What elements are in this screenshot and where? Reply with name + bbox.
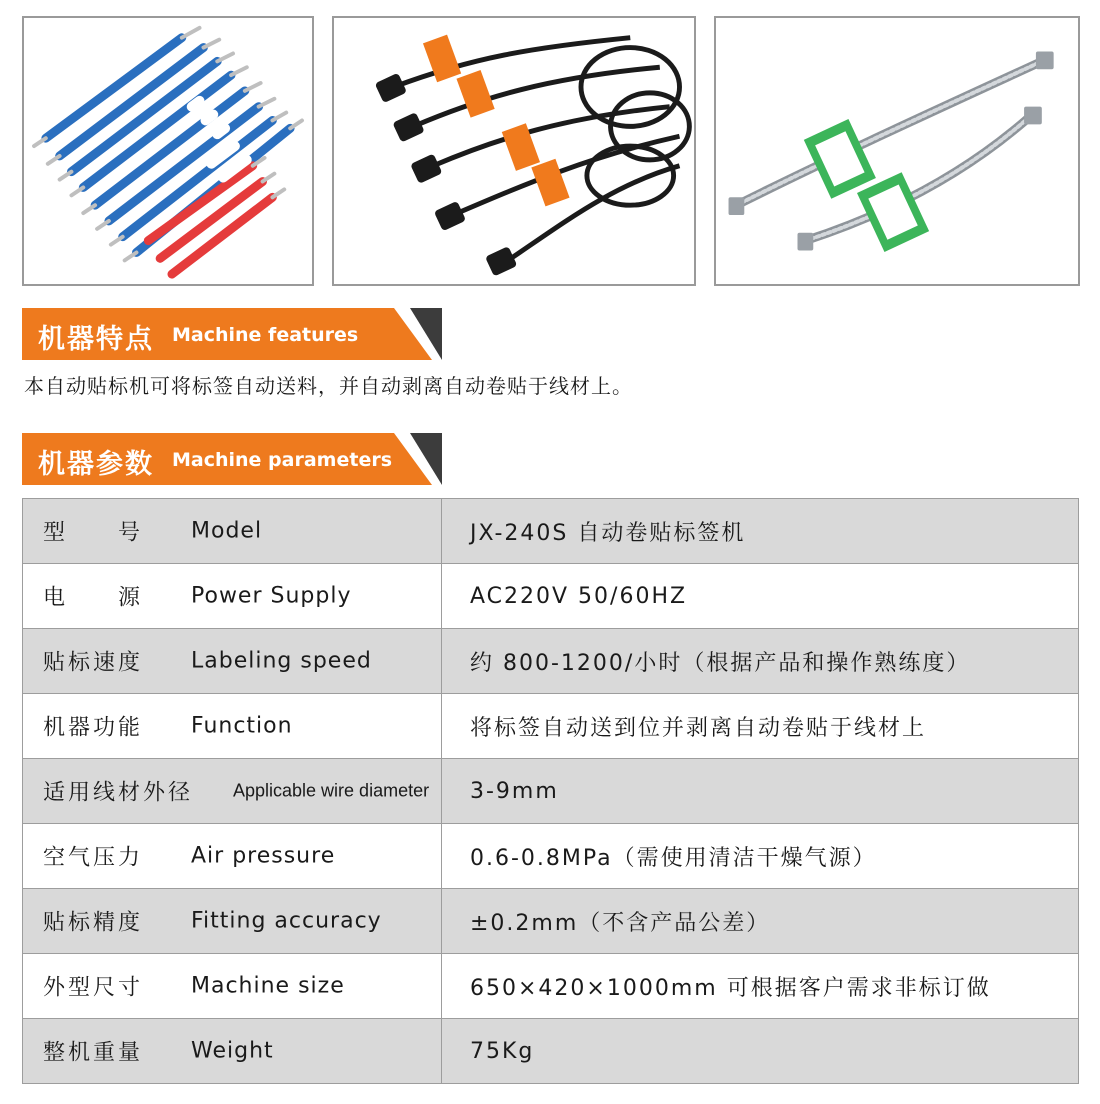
label-cn: 空气压力: [43, 845, 144, 871]
product-photo-tubes: [22, 16, 314, 286]
parameters-title-cn: 机器参数: [38, 449, 154, 480]
row-label: [23, 1019, 442, 1084]
label-en: Model: [191, 518, 263, 544]
table-row: [23, 564, 1079, 629]
row-label: [23, 824, 442, 889]
row-value: 将标签自动送到位并剥离自动卷贴于线材上: [442, 694, 1079, 759]
label-en: Applicable wire diameter: [233, 780, 430, 801]
table-row: [23, 759, 1079, 824]
label-cn: 型 号: [43, 520, 144, 546]
parameters-table: [22, 498, 1079, 1084]
label-en: Fitting accuracy: [191, 908, 382, 934]
row-label: [23, 694, 442, 759]
table-row: [23, 499, 1079, 564]
row-value: 3-9mm: [442, 759, 1079, 824]
row-value: 650×420×1000mm 可根据客户需求非标订做: [442, 954, 1079, 1019]
features-title-cn: 机器特点: [38, 324, 154, 355]
label-en: Air pressure: [191, 843, 336, 869]
row-value: JX-240S 自动卷贴标签机: [442, 499, 1079, 564]
label-cn: 适用线材外径: [43, 780, 194, 806]
table-row: [23, 824, 1079, 889]
label-en: Labeling speed: [191, 648, 372, 674]
product-photo-power-cords: [332, 16, 696, 286]
parameters-title-en: Machine parameters: [172, 449, 393, 471]
row-value: 约 800-1200/小时（根据产品和操作熟练度）: [442, 629, 1079, 694]
row-value: 0.6-0.8MPa（需使用清洁干燥气源）: [442, 824, 1079, 889]
label-en: Function: [191, 713, 293, 739]
row-label: [23, 499, 442, 564]
table-row: [23, 694, 1079, 759]
row-label: [23, 629, 442, 694]
label-cn: 外型尺寸: [43, 975, 144, 1001]
row-value: 75Kg: [442, 1019, 1079, 1084]
row-value: AC220V 50/60HZ: [442, 564, 1079, 629]
label-cn: 整机重量: [43, 1040, 144, 1066]
row-label: [23, 564, 442, 629]
power-cords-illustration: [334, 18, 694, 284]
table-row: [23, 954, 1079, 1019]
label-en: Power Supply: [191, 583, 352, 609]
product-photo-hoses: [714, 16, 1080, 286]
parameters-section-header: [22, 433, 442, 485]
table-row: [23, 1019, 1079, 1084]
table-row: [23, 889, 1079, 954]
label-en: Weight: [191, 1038, 274, 1064]
row-label: [23, 759, 442, 824]
features-title-en: Machine features: [172, 324, 359, 346]
label-cn: 电 源: [43, 585, 144, 611]
label-cn: 贴标速度: [43, 650, 144, 676]
row-value: ±0.2mm（不含产品公差）: [442, 889, 1079, 954]
features-section-header: [22, 308, 442, 360]
label-en: Machine size: [191, 973, 345, 999]
table-row: [23, 629, 1079, 694]
hoses-illustration: [716, 18, 1078, 284]
features-description: 本自动贴标机可将标签自动送料，并自动剥离自动卷贴于线材上。: [24, 374, 633, 398]
tubes-illustration: [24, 18, 312, 284]
row-label: [23, 954, 442, 1019]
label-cn: 贴标精度: [43, 910, 144, 936]
row-label: [23, 889, 442, 954]
label-cn: 机器功能: [43, 715, 144, 741]
